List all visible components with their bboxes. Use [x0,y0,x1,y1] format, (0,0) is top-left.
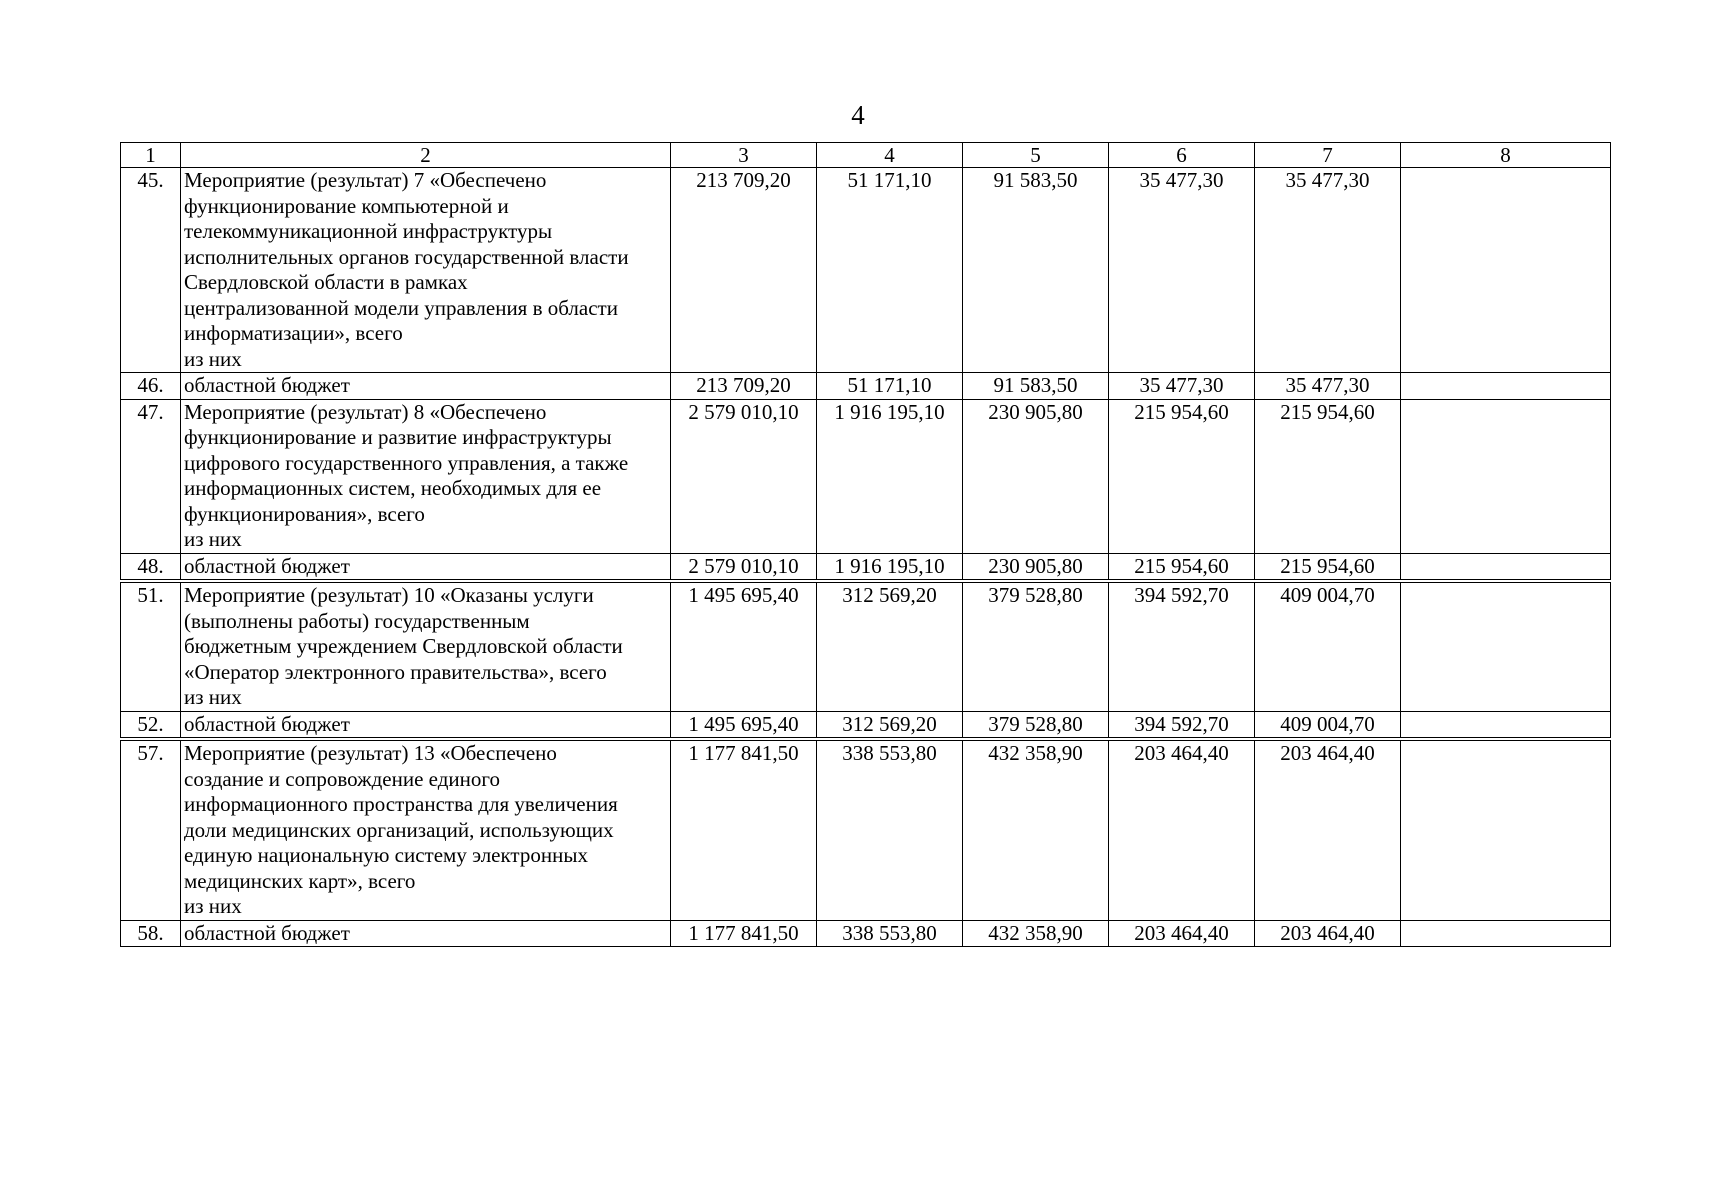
header-row [121,143,1611,168]
value-cell-7: 35 477,30 [1255,168,1401,373]
row-description [181,168,671,373]
row-number: 58. [121,920,181,947]
value-cell-4: 338 553,80 [817,920,963,947]
row-number: 46. [121,373,181,400]
description-line: функционирование компьютерной и [184,193,509,218]
header-cell: 8 [1401,143,1611,168]
value-cell-6: 35 477,30 [1109,168,1255,373]
row-number: 57. [121,741,181,921]
value-cell-5: 230 905,80 [963,399,1109,553]
value-cell-3: 2 579 010,10 [671,553,817,580]
value-cell-8 [1401,168,1611,373]
value-cell-7: 203 464,40 [1255,920,1401,947]
description-line: информационных систем, необходимых для ее [184,476,602,500]
value-cell-6: 203 464,40 [1109,920,1255,947]
value-cell-7: 215 954,60 [1255,553,1401,580]
table-row [121,711,1611,738]
header-cell: 4 [817,143,963,168]
description-line: медицинских карт», всего [184,868,416,893]
row-description [181,583,671,712]
row-description [181,920,671,947]
value-cell-7: 215 954,60 [1255,399,1401,553]
value-cell-5: 91 583,50 [963,373,1109,400]
value-cell-4: 51 171,10 [817,373,963,400]
header-cell: 2 [181,143,671,168]
table-row [121,553,1611,580]
value-cell-3: 1 177 841,50 [671,920,817,947]
row-number: 45. [121,168,181,373]
value-cell-4: 338 553,80 [817,741,963,921]
value-cell-6: 394 592,70 [1109,583,1255,712]
budget-table [120,142,1611,947]
description-line: цифрового государственного управления, а также [184,450,629,475]
table-row [121,373,1611,400]
value-cell-5: 379 528,80 [963,711,1109,738]
description-line: исполнительных органов государственной власти [184,244,629,269]
description-line: Мероприятие (результат) 13 «Обеспечено [184,741,557,765]
value-cell-3: 1 495 695,40 [671,711,817,738]
description-line: из них [184,894,242,918]
value-cell-7: 409 004,70 [1255,711,1401,738]
description-line: (выполнены работы) государственным [184,608,530,633]
row-number: 52. [121,711,181,738]
description-line: функционирования», всего [184,501,425,526]
value-cell-8 [1401,583,1611,712]
description-line: функционирование и развитие инфраструктуры [184,425,612,449]
description-line: Мероприятие (результат) 7 «Обеспечено [184,168,547,192]
description-line: Мероприятие (результат) 10 «Оказаны услуги [184,583,594,607]
description-line: Мероприятие (результат) 8 «Обеспечено [184,399,547,424]
value-cell-6: 215 954,60 [1109,399,1255,553]
description-line: централизованной модели управления в области [184,295,618,320]
row-number: 51. [121,583,181,712]
row-description [181,741,671,921]
value-cell-8 [1401,741,1611,921]
row-description [181,373,671,400]
table-row [121,741,1611,921]
header-cell: 5 [963,143,1109,168]
description-line: создание и сопровождение единого [184,766,500,791]
header-cell: 1 [121,143,181,168]
value-cell-3: 2 579 010,10 [671,399,817,553]
description-line: единую национальную систему электронных [184,843,588,867]
value-cell-5: 91 583,50 [963,168,1109,373]
description-line: областной бюджет [184,553,350,578]
value-cell-3: 213 709,20 [671,373,817,400]
description-line: из них [184,685,242,709]
table-row [121,583,1611,712]
value-cell-6: 203 464,40 [1109,741,1255,921]
value-cell-4: 1 916 195,10 [817,553,963,580]
description-line: из них [184,346,242,371]
table-body [121,143,1611,947]
value-cell-4: 312 569,20 [817,711,963,738]
value-cell-5: 432 358,90 [963,741,1109,921]
description-line: информатизации», всего [184,321,403,345]
row-description [181,553,671,580]
row-description [181,399,671,553]
description-line: телекоммуникационной инфраструктуры [184,219,553,243]
value-cell-7: 409 004,70 [1255,583,1401,712]
value-cell-3: 1 177 841,50 [671,741,817,921]
description-line: из них [184,527,242,551]
value-cell-5: 432 358,90 [963,920,1109,947]
value-cell-8 [1401,711,1611,738]
header-cell: 7 [1255,143,1401,168]
description-line: доли медицинских организаций, использующих [184,817,614,842]
value-cell-8 [1401,920,1611,947]
header-cell: 6 [1109,143,1255,168]
value-cell-3: 213 709,20 [671,168,817,373]
description-line: «Оператор электронного правительства», всего [184,659,607,684]
description-line: областной бюджет [184,373,350,397]
value-cell-8 [1401,373,1611,400]
value-cell-8 [1401,399,1611,553]
value-cell-4: 51 171,10 [817,168,963,373]
value-cell-7: 35 477,30 [1255,373,1401,400]
table-row [121,920,1611,947]
value-cell-4: 312 569,20 [817,583,963,712]
description-line: Свердловской области в рамках [184,270,468,294]
table-row [121,168,1611,373]
value-cell-3: 1 495 695,40 [671,583,817,712]
value-cell-5: 230 905,80 [963,553,1109,580]
value-cell-8 [1401,553,1611,580]
description-line: областной бюджет [184,711,350,736]
value-cell-6: 35 477,30 [1109,373,1255,400]
row-number: 47. [121,399,181,553]
value-cell-4: 1 916 195,10 [817,399,963,553]
table-row [121,399,1611,553]
row-description [181,711,671,738]
description-line: областной бюджет [184,920,350,945]
description-line: бюджетным учреждением Свердловской области [184,634,623,658]
description-line: информационного пространства для увеличения [184,792,618,816]
row-number: 48. [121,553,181,580]
page-number: 4 [851,100,865,130]
value-cell-6: 394 592,70 [1109,711,1255,738]
header-cell: 3 [671,143,817,168]
value-cell-5: 379 528,80 [963,583,1109,712]
value-cell-6: 215 954,60 [1109,553,1255,580]
value-cell-7: 203 464,40 [1255,741,1401,921]
